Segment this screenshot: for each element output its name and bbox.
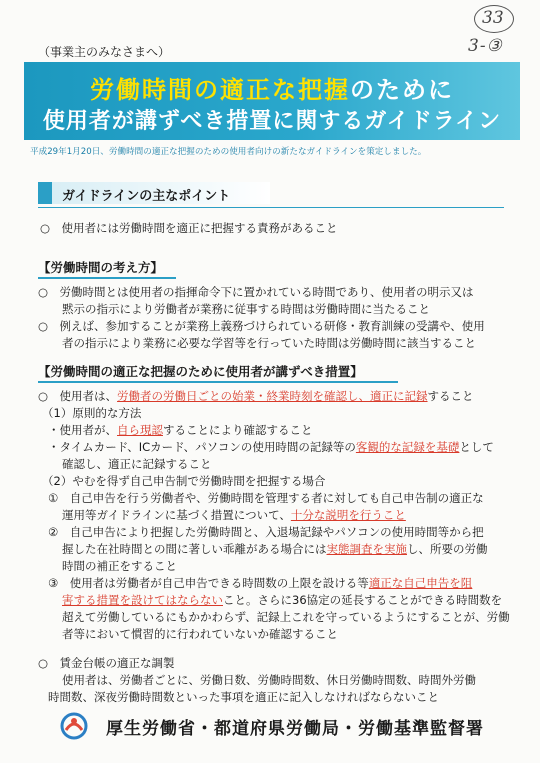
handwritten-number-bottom: 3-③ [468,36,503,56]
banner-title-line1 [24,70,520,105]
measures-main-point [38,388,474,405]
main-points-heading-text: ガイドラインの主なポイント [62,189,231,204]
self-report-item2-line2 [62,541,488,558]
concept-point2-line2: 者の指示により業務に必要な学習等を行っていた時間は労働時間に該当すること [62,336,476,350]
self-report-item3-line2 [62,592,502,609]
bullet2-red: 客観的な記録を基礎 [355,440,460,454]
item1-red: 十分な説明を行うこと [290,508,406,522]
footer [60,710,500,740]
announcement-text: 平成29年1月20日、労働時間の適正な把握のための使用者向けの新たなガイドラインを策定しました。 [30,147,427,157]
bullet2-a: ・タイムカード、ICカード、パソコンの使用時間の記録等の [48,440,356,454]
measures-main-red: 労働者の労働日ごとの始業・終業時刻を確認し、適正に記録 [117,389,428,403]
concept-heading: 【労働時間の考え方】 [38,258,176,279]
self-report-title: （2）やむを得ず自己申告制で労働時間を把握する場合 [42,474,326,488]
principle-bullet2-line1 [48,439,494,456]
bullet1-b: することにより確認すること [163,423,313,437]
item3-line1-a: ③ 使用者は労働者が自己申告できる時間数の上限を設ける等 [48,576,369,590]
bullet2-b: として [459,440,494,454]
item1-line2-a: 運用等ガイドラインに基づく措置について、 [62,508,291,522]
measures-main-a: ○ 使用者は、 [38,389,118,403]
item2-line2-a: 握した在社時間との間に著しい乖離がある場合には [62,542,327,556]
concept-point2-line1: ○ 例えば、参加することが業務上義務づけられている研修・教育訓練の受講や、使用 [38,319,485,333]
measures-heading: 【労働時間の適正な把握のために使用者が講ずべき措置】 [38,362,398,383]
item3-line2-b: こと。さらに36協定の延長することができる時間数を [223,593,503,607]
item2-red: 実態調査を実施 [326,542,407,556]
banner-title-line2: 使用者が講ずべき措置に関するガイドライン [42,109,502,134]
banner-title-rest: のために [350,76,454,104]
bullet1-red: 自ら現認 [117,423,163,437]
intro-point: ○ 使用者には労働時間を適正に把握する責務があること [40,221,338,235]
self-report-item2-line3: 時間の補正をすること [62,559,177,573]
banner-highlight: 労働時間の適正な把握 [90,76,350,104]
item3-red1: 適正な自己申告を阻 [368,576,473,590]
bullet1-a: ・使用者が、 [48,423,117,437]
handwritten-number-top: 33 [482,8,504,28]
self-report-item3-line4: 者等において慣習的に行われていないか確認すること [62,627,338,641]
title-banner [24,62,520,140]
concept-point1-line2: 黙示の指示により労働者が業務に従事する時間は労働時間に当たること [62,302,430,316]
item3-red2: 害する措置を設けてはならない [62,593,223,607]
handwritten-annotation [466,8,522,60]
principle-title: （1）原則的な方法 [42,406,142,420]
self-report-item1-line2 [62,507,406,524]
principle-bullet2-line2: 確認し、適正に記録すること [62,457,212,471]
self-report-item3-line3: 超えて労働しているにもかかわらず、記録上これを守っているようにすることが、労働 [62,610,510,624]
ministry-logo-icon [60,712,88,740]
item2-line2-b: し、所要の労働 [407,542,488,556]
wage-ledger-title: ○ 賃金台帳の適正な調製 [38,656,175,670]
main-points-heading [38,182,270,204]
principle-bullet1 [48,422,313,439]
concept-point1-line1: ○ 労働時間とは使用者の指揮命令下に置かれている時間であり、使用者の明示又は [38,285,474,299]
wage-ledger-line1: 使用者は、労働者ごとに、労働日数、労働時間数、休日労働時間数、時間外労働 [62,673,476,687]
self-report-item3-line1 [48,575,472,592]
footer-organizations: 厚生労働省・都道府県労働局・労働基準監督署 [106,719,484,739]
self-report-item1-line1: ① 自己申告を行う労働者や、労働時間を管理する者に対しても自己申告制の適正な [48,491,484,505]
heading-rule [38,207,504,208]
wage-ledger-line2: 時間数、深夜労働時間数といった事項を適正に記入しなければならないこと [48,690,439,704]
self-report-item2-line1: ② 自己申告により把握した労働時間と、入退場記録やパソコンの使用時間等から把 [48,525,484,539]
audience-label: （事業主のみなさまへ） [38,45,171,59]
measures-main-b: すること [427,389,474,403]
